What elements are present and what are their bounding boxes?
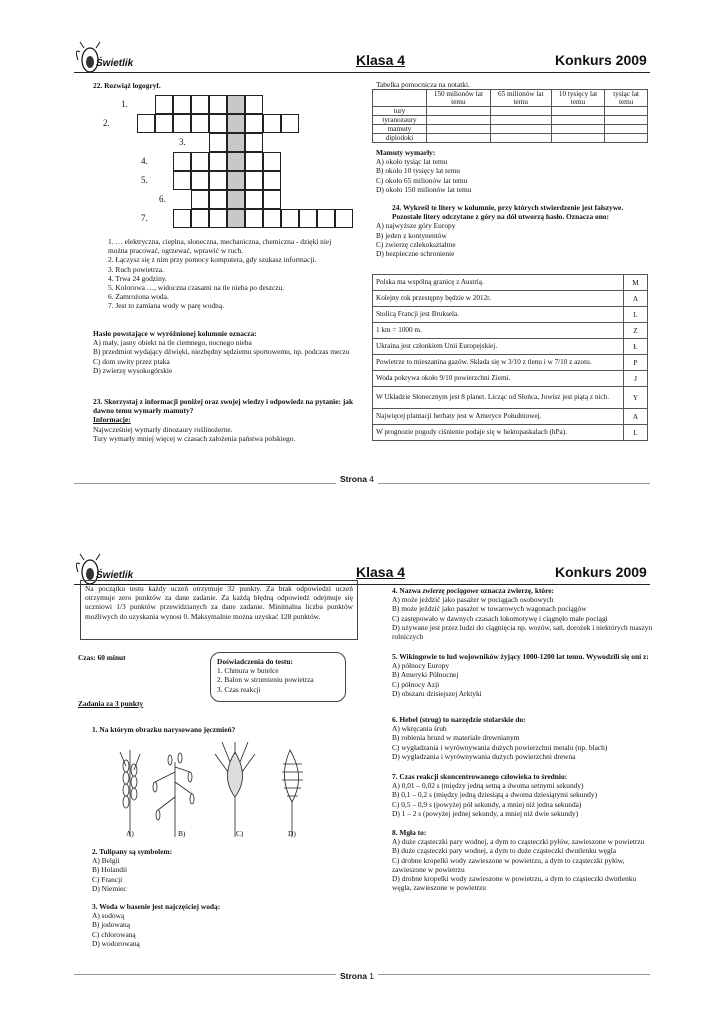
q23-title: 23. Skorzystaj z informacji poniżej oraz swojej wiedzy i odpowiedz na pytanie: jak dawno temu wymarły mamuty? [93, 397, 354, 416]
footer-num: 4 [369, 474, 375, 484]
grid-cell[interactable] [245, 209, 263, 228]
q5-option-c[interactable]: C) północy Azji [392, 679, 440, 689]
q23-info-label: Informacje: [93, 415, 131, 425]
q2-option-c[interactable]: C) Francji [92, 874, 123, 884]
q4-option-d[interactable]: D) używane jest przez ludzi do ciągnięcia np. wozów, sań, dorożek i niektórych maszyn rolniczych [392, 622, 653, 642]
statement-row[interactable]: W prognozie pogody ciśnienie podaje się w hektopaskalach (hPa). L [373, 425, 647, 441]
q6-option-d[interactable]: D) wygładzania i wyrównywania dużych powierzchni drewna [392, 751, 576, 761]
grid-cell[interactable] [245, 152, 263, 171]
grid-cell[interactable] [173, 95, 191, 114]
q23-info-1: Najwcześniej wymarły dinozaury roślinożerne. [93, 424, 233, 434]
grid-cell[interactable] [209, 209, 227, 228]
q2-option-a[interactable]: A) Belgii [92, 856, 120, 866]
intro-text: Na początku testu każdy uczeń otrzymuje 32 punkty. Za brak odpowiedzi uczeń otrzymuje zero punktów za dane zadanie. Za każdą błędną odpowiedź odejmuje się uczniowi 1/3 punktów przewidzianych za dane zadanie. Minimalna liczba punktów możliwych do uzyskania wynosi 0. Maksymalnie można uzyskać 128 punktów. [85, 584, 353, 621]
grid-cell[interactable] [281, 209, 299, 228]
clue-2: 2. Łączysz się z nim przy pomocy komputera, gdy szukasz informacji. [108, 255, 317, 265]
grid-cell[interactable] [335, 209, 353, 228]
q8-option-c[interactable]: C) drobne kropelki wody zawieszone w powietrzu, a dym to cząsteczki pyłów, zawieszone w powietrzu [392, 855, 625, 874]
q3-option-c[interactable]: C) chlorowaną [92, 929, 136, 939]
col-head: 10 tysięcy lat temu [551, 90, 605, 107]
logo-text: Świetlik [96, 58, 134, 69]
konkurs-title: Konkurs 2009 [555, 52, 647, 68]
row-head: tury [373, 107, 427, 116]
q23-option-b[interactable]: B) około 10 tysięcy lat temu [376, 166, 460, 176]
q7-option-b[interactable]: B) 0,1 – 0,2 s (między jedną dziesiątą a dwoma dziesiątymi sekundy) [392, 790, 598, 800]
q24-title: 24. Wykreśl te litery w kolumnie, przy których stwierdzenie jest fałszywe. Pozostałe litery odczytane z góry na dół utworzą hasło. Oznacza ono: [392, 203, 624, 222]
grid-cell[interactable] [155, 114, 173, 133]
grid-cell[interactable] [209, 152, 227, 171]
klasa-title: Klasa 4 [356, 564, 406, 580]
q23-option-a[interactable]: A) około tysiąc lat temu [376, 157, 448, 167]
grid-cell[interactable] [137, 114, 155, 133]
q3-title: 3. Woda w basenie jest najczęściej wodą: [92, 902, 221, 911]
q24-option-a[interactable]: A) najwyższe góry Europy [376, 221, 456, 231]
q5-option-a[interactable]: A) północy Europy [392, 661, 450, 671]
q23-option-d[interactable]: D) około 150 milionów lat temu [376, 184, 472, 194]
clue-4: 4. Trwa 24 godziny. [108, 273, 167, 283]
experiments-title: Doświadczenia do testu: [217, 657, 293, 666]
q2-option-d[interactable]: D) Niemiec [92, 883, 127, 893]
q2-option-b[interactable]: B) Holandii [92, 865, 128, 875]
q8-option-d[interactable]: D) drobne kropelki wody zawieszone w powietrzu, a dym to cząsteczki dwutlenku węgla, zawieszone w powietrzu [392, 874, 637, 893]
grid-cell[interactable] [227, 133, 245, 152]
logogryf-grid [93, 95, 353, 235]
experiments-box [210, 652, 346, 702]
grid-cell[interactable] [245, 95, 263, 114]
grid-cell[interactable] [173, 209, 191, 228]
statement-row[interactable]: Ukraina jest członkiem Unii Europejskiej. Ł [373, 339, 647, 355]
grid-cell[interactable] [299, 209, 317, 228]
q22-option-a[interactable]: A) mały, jasny obiekt na tle ciemnego, nocnego nieba [93, 338, 252, 348]
czas-label: Czas: 60 minut [78, 653, 126, 662]
q22-option-d[interactable]: D) zwierzę wysokogórskie [93, 365, 173, 375]
q8-option-b[interactable]: B) duże cząsteczki pary wodnej, a dym to duże cząsteczki dwutlenku węgla [392, 846, 617, 856]
grid-cell[interactable] [245, 171, 263, 190]
q24-option-c[interactable]: C) zwierzę człekokształtne [376, 239, 456, 249]
q23-answers [376, 148, 646, 194]
grain-c-icon [215, 742, 255, 837]
q7-option-a[interactable]: A) 0,01 – 0,02 s (między jedną setną a dwoma setnymi sekundy) [392, 781, 584, 791]
q8-block [392, 828, 654, 892]
grid-cell[interactable] [227, 95, 245, 114]
grid-cell[interactable] [245, 114, 263, 133]
grid-cell[interactable] [227, 114, 245, 133]
row-label: 4. [141, 156, 148, 166]
q4-title: 4. Nazwa zwierzę pociągowe oznacza zwierzę, które: [392, 586, 555, 595]
haslo-question: Hasło powstające w wyróżnionej kolumnie oznacza: [93, 329, 257, 338]
helper-table-title: Tabelka pomocnicza na notatki. [376, 80, 470, 89]
q7-block [392, 772, 654, 818]
statement-row[interactable]: 1 km = 1000 m. Z [373, 323, 647, 339]
q24-block [376, 203, 646, 258]
grid-cell[interactable] [263, 209, 281, 228]
row-head: mamuty [373, 125, 427, 134]
grid-cell[interactable] [209, 190, 227, 209]
grid-cell[interactable] [191, 114, 209, 133]
q4-option-c[interactable]: C) zastępowało w dawnych czasach lokomotywę i ciągnęło małe pociągi [392, 613, 608, 623]
grid-cell[interactable] [227, 209, 245, 228]
grid-cell[interactable] [227, 190, 245, 209]
q1-title: 1. Na którym obrazku narysowano jęczmień? [92, 725, 236, 734]
row-label: 1. [121, 99, 128, 109]
grid-cell[interactable] [173, 114, 191, 133]
col-head: tysiąc lat temu [605, 90, 648, 107]
footer-label: Strona [340, 971, 367, 981]
q6-option-b[interactable]: B) robienia bruzd w materiale drewnianym [392, 733, 520, 743]
header-divider [74, 72, 650, 73]
clue-3: 3. Ruch powietrza. [108, 264, 164, 274]
grid-cell[interactable] [209, 114, 227, 133]
experiment-1: 1. Chmura w butelce [217, 666, 279, 676]
row-label: 7. [141, 213, 148, 223]
q7-option-c[interactable]: C) 0,5 – 0,9 s (powyżej pół sekundy, a mniej niż jedna sekunda) [392, 799, 582, 809]
grid-cell[interactable] [245, 190, 263, 209]
grid-cell[interactable] [155, 95, 173, 114]
experiment-2: 2. Balon w strumieniu powietrza [217, 675, 314, 685]
grid-cell[interactable] [209, 133, 227, 152]
grain-d-icon [282, 750, 303, 837]
grid-cell[interactable] [281, 114, 299, 133]
grid-cell[interactable] [263, 114, 281, 133]
q23-block [93, 397, 355, 443]
q7-title: 7. Czas reakcji skoncentrowanego człowieka to średnio: [392, 772, 568, 781]
footer-label: Strona [340, 474, 367, 484]
statement-row[interactable]: Woda pokrywa około 9/10 powierzchni Ziemi. J [373, 371, 647, 387]
q23-option-c[interactable]: C) około 65 milionów lat temu [376, 175, 468, 185]
grid-cell[interactable] [209, 171, 227, 190]
q4-option-b[interactable]: B) może jeździć jako pasażer w towarowych wagonach pociągów [392, 604, 587, 614]
q6-option-c[interactable]: C) wygładzania i wyrównywania dużych powierzchni metalu (np. blach) [392, 742, 608, 752]
row-label: 2. [103, 118, 110, 128]
q22-option-b[interactable]: B) przedmiot wydający dźwięki, niezbędny sędziemu sportowemu, np. podczas meczu [93, 347, 350, 357]
section-heading: Zadania za 3 punkty [78, 699, 144, 708]
row-head: tyranozaury [373, 116, 427, 125]
grid-cell[interactable] [191, 171, 209, 190]
page-number [336, 971, 378, 981]
grid-cell[interactable] [191, 95, 209, 114]
statement-row[interactable]: Stolicą Francji jest Bruksela. L [373, 307, 647, 323]
page-strona-1 [0, 512, 724, 1024]
clue-6: 6. Zamrożona woda. [108, 292, 169, 302]
q23-info-2: Tury wymarły mniej więcej w czasach założenia państwa polskiego. [93, 433, 296, 443]
q24-option-d[interactable]: D) bezpieczne schronienie [376, 249, 455, 259]
row-head: diplodoki [373, 134, 427, 143]
grain-images [110, 742, 330, 842]
q2-block [92, 847, 172, 893]
q8-option-a[interactable]: A) duże cząsteczki pary wodnej, a dym to cząsteczki pyłów, zawieszone w powietrzu [392, 837, 645, 847]
grid-cell[interactable] [173, 171, 191, 190]
konkurs-title: Konkurs 2009 [555, 564, 647, 580]
grid-cell[interactable] [191, 152, 209, 171]
grid-cell[interactable] [317, 209, 335, 228]
grid-cell[interactable] [263, 190, 281, 209]
q4-option-a[interactable]: A) może jeździć jako pasażer w pociągach osobowych [392, 595, 554, 605]
clue-7: 7. Jest to zamiana wody w parę wodną. [108, 301, 224, 311]
helper-table [372, 89, 648, 143]
q3-option-a[interactable]: A) sodową [92, 911, 125, 921]
clue-5: 5. Kolorowa …, widoczna czasami na tle nieba po deszczu. [108, 283, 285, 293]
col-head: 150 milionów lat temu [427, 90, 491, 107]
statement-row[interactable]: Powietrze to mieszanina gazów. Składa się w 3/10 z tlenu i w 7/10 z azotu. P [373, 355, 647, 371]
klasa-title: Klasa 4 [356, 52, 406, 68]
grid-cell[interactable] [263, 171, 281, 190]
grain-a-icon [120, 750, 140, 837]
q1-label-b[interactable]: B) [178, 829, 186, 838]
grid-cell[interactable] [227, 152, 245, 171]
intro-box [80, 580, 358, 640]
logo-text: Świetlik [96, 570, 134, 581]
q24-option-b[interactable]: B) jeden z kontynentów [376, 230, 447, 240]
q1-label-a[interactable]: A) [126, 829, 134, 838]
q8-title: 8. Mgła to: [392, 828, 427, 837]
grid-cell[interactable] [191, 209, 209, 228]
q6-block [392, 715, 654, 761]
q22-title: 22. Rozwiąż logogryf. [93, 81, 161, 90]
q6-title: 6. Hebel (strug) to narzędzie stolarskie do: [392, 715, 526, 724]
grid-cell[interactable] [227, 171, 245, 190]
q5-title: 5. Wikingowie to lud wojowników żyjący 1000-1200 lat temu. Wywodzili się oni z: [392, 652, 649, 661]
row-label: 6. [159, 194, 166, 204]
q1-label-c[interactable]: C) [236, 829, 244, 838]
footer-num: 1 [369, 971, 375, 981]
q3-block [92, 902, 220, 948]
experiment-3: 3. Czas reakcji [217, 684, 261, 694]
q2-title: 2. Tulipany są symbolem: [92, 847, 173, 856]
q3-option-b[interactable]: B) jodowaną [92, 920, 130, 930]
row-label: 3. [179, 137, 186, 147]
q23-question: Mamuty wymarły: [376, 148, 436, 157]
page-number [336, 474, 378, 484]
q22-answer-block [93, 329, 355, 375]
col-head: 65 milionów lat temu [490, 90, 551, 107]
row-label: 5. [141, 175, 148, 185]
grid-cell[interactable] [245, 133, 263, 152]
q1-label-d[interactable]: D) [288, 829, 296, 838]
q4-block [392, 586, 654, 641]
grain-b-icon [153, 753, 194, 837]
statement-row[interactable]: W Układzie Słonecznym jest 8 planet. Licząc od Słońca, Jowisz jest piątą z nich. Y [373, 387, 647, 409]
grid-cell[interactable] [191, 190, 209, 209]
true-false-table [372, 274, 648, 441]
q5-option-b[interactable]: B) Ameryki Północnej [392, 670, 459, 680]
q22-clues [108, 237, 348, 311]
q5-block [392, 652, 654, 698]
statement-row[interactable]: Kolejny rok przestępny będzie w 2012r. A [373, 291, 647, 307]
q5-option-d[interactable]: D) obszaru dzisiejszej Arktyki [392, 688, 482, 698]
q3-option-d[interactable]: D) wodorowaną [92, 938, 140, 948]
grid-cell[interactable] [173, 152, 191, 171]
q6-option-a[interactable]: A) wkręcania śrub [392, 724, 447, 734]
statement-row[interactable]: Najwięcej plantacji herbaty jest w Ameryce Południowej. A [373, 409, 647, 425]
q7-option-d[interactable]: D) 1 – 2 s (powyżej jednej sekundy, a mniej niż dwie sekundy) [392, 808, 579, 818]
q22-option-c[interactable]: C) dom uwity przez ptaka [93, 356, 170, 366]
statement-row[interactable]: Polska ma wspólną granicę z Austrią. M [373, 275, 647, 291]
grid-cell[interactable] [263, 152, 281, 171]
grid-cell[interactable] [209, 95, 227, 114]
clue-1: 1. … elektryczna, cieplna, słoneczna, mechaniczna, chemiczna - dzięki niej można pracować, ogrzewać, wprawić w ruch. [108, 237, 332, 256]
